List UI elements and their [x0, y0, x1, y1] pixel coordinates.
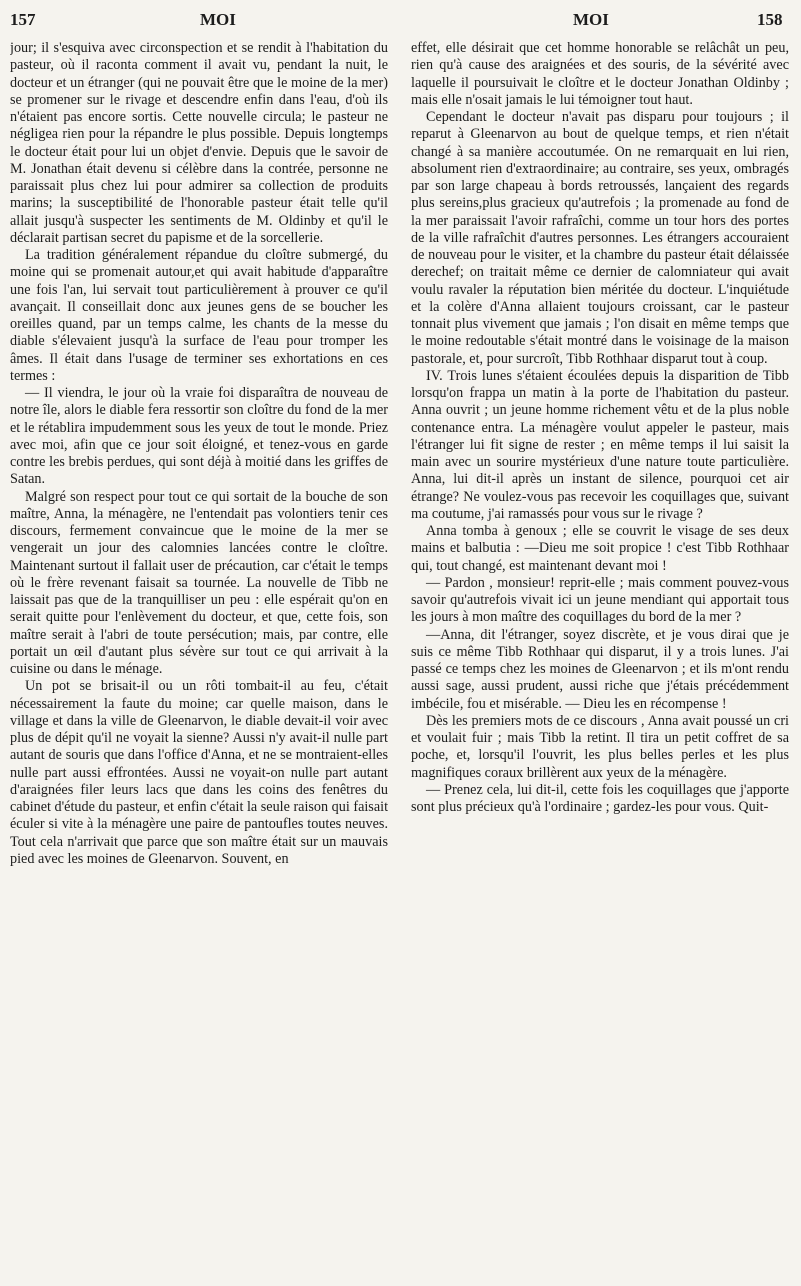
column-divider	[399, 40, 400, 1270]
paragraph: effet, elle désirait que cet homme honorable se relâchât un peu, rien qu'à cause des araignées et des souris, de la sévérité avec laquelle il poursuivait le cloître et le docteur Jonathan Oldinby ; mais elle n'osait jamais le lui témoigner tout haut.	[411, 40, 789, 108]
paragraph: Cependant le docteur n'avait pas disparu pour toujours ; il reparut à Gleenarvon au bout de quelque temps, et rien n'était changé à sa manière accoutumée. On ne remarquait en lui rien, absolument rien d'extraordinaire; au contraire, ses yeux, ombragés par son large chapeau à bords retroussés, lançaient des regards plus sereins,plus gracieux qu'autrefois ; la promenade au fond de la mer paraissait l'avoir rafraîchi, comme un tour hors des portes de la ville rafraîchit d'autres personnes. Les étrangers accouraient de nouveau pour le visiter, et la chambre du pasteur était délaissée derechef; on traitait même ce dernier de calomniateur qui avait voulu ravaler la réputation bien méritée du docteur. L'inquiétude et la colère d'Anna allaient toujours croissant, car le pasteur tonnait plus vivement que jamais ; l'on disait en même temps que le moine redoutable s'était montré dans le voisinage de la maison pastorale, et, pour surcroît, Tibb Rothhaar disparut tout à coup.	[411, 109, 789, 367]
paragraph: jour; il s'esquiva avec circonspection et se rendit à l'habitation du pasteur, où il raconta comment il avait vu, pendant la nuit, le docteur et un étranger (qui ne pouvait être que le moine de la mer) se promener sur le rivage et descendre enfin dans l'eau, d'où ils n'étaient pas encore sortis. Cette nouvelle circula; le pasteur ne négligea rien pour la répandre le plus possible. Depuis longtemps le docteur était pour lui un objet d'envie. Depuis que le savoir de M. Jonathan était devenu si célèbre dans la contrée, personne ne paraissait plus chez lui pour admirer sa collection de produits marins; la susceptibilité de l'honorable pasteur était telle qu'il allait jusqu'à suspecter les sentiments de M. Oldinby et qu'il le déclarait partisan secret du papisme et de la sorcellerie.	[10, 40, 388, 246]
paragraph: —Anna, dit l'étranger, soyez discrète, et je vous dirai que je suis ce même Tibb Rothhaar qui disparut, il y a trois lunes. J'ai passé ce temps chez les moines de Gleenarvon ; et ils m'ont rendu aussi sage, aussi prudent, aussi riche que j'étais précédemment imbécile, fou et misérable. — Dieu les en récompense !	[411, 626, 789, 712]
left-column	[10, 40, 388, 1278]
right-running-head: MOI	[573, 10, 609, 29]
left-page-number: 157	[10, 10, 36, 29]
left-running-head: MOI	[200, 10, 236, 29]
paragraph: — Pardon , monsieur! reprit-elle ; mais comment pouvez-vous savoir qu'autrefois vivait ici un jeune mendiant qui apportait tous les jours à mon maître des coquillages du bord de la mer ?	[411, 574, 789, 626]
paragraph: Un pot se brisait-il ou un rôti tombait-il au feu, c'était nécessairement la faute du moine; car quelle maison, dans le village et dans la ville de Gleenarvon, le diable devait-il voir avec plus de dépit qu'il ne voyait la sienne? Aussi n'y avait-il nulle part autant de souris que dans l'office d'Anna, et ne se montraient-elles nulle part aussi effrontées. Aussi ne voyait-on nulle part autant d'araignées filer leurs lacs que dans les coins des fenêtres du cabinet d'étude du pasteur, et enfin c'était la seule raison qui faisait éculer si vite à la ménagère une paire de pantoufles toutes neuves. Tout cela n'arrivait que parce que son maître était sur un mauvais pied avec les moines de Gleenarvon. Souvent, en	[10, 678, 388, 867]
right-column	[411, 40, 789, 1278]
paragraph: — Prenez cela, lui dit-il, cette fois les coquillages que j'apporte sont plus précieux qu'à l'ordinaire ; gardez-les pour vous. Quit-	[411, 781, 789, 815]
paragraph: La tradition généralement répandue du cloître submergé, du moine qui se promenait autour,et qui avait habitude d'apparaître une fois l'an, lui servait tout particulièrement à prouver ce qu'il avançait. Il conseillait donc aux jeunes gens de se boucher les oreilles quand, par un temps calme, les chants de la messe du diable s'élevaient jusqu'à la surface de l'eau pour tromper les âmes. Il était dans l'usage de terminer ses exhortations en ces termes :	[10, 247, 388, 384]
paragraph: — Il viendra, le jour où la vraie foi disparaîtra de nouveau de notre île, alors le diable fera ressortir son cloître du fond de la mer et le rétablira impudemment sous les yeux de tout le monde. Priez avec moi, afin que ce jour soit éloigné, et tenez-vous en garde contre les brebis perdues, qui sont déjà à moitié dans les griffes de Satan.	[10, 385, 388, 488]
paragraph: Anna tomba à genoux ; elle se couvrit le visage de ses deux mains et balbutia : —Dieu me soit propice ! c'est Tibb Rothhaar qui, tout changé, est maintenant devant moi !	[411, 523, 789, 574]
page-header	[0, 0, 801, 40]
right-page-number: 158	[757, 10, 783, 29]
paragraph: IV. Trois lunes s'étaient écoulées depuis la disparition de Tibb lorsqu'on frappa un matin à la porte de l'habitation du pasteur. Anna ouvrit ; un jeune homme richement vêtu et de la plus noble contenance entra. La ménagère voulut appeler le pasteur, mais l'étranger lui fit signe de rester ; en même temps il lui saisit la main avec un sourire mystérieux d'une nature toute particulière. Anna, lui dit-il après un instant de silence, pourquoi cet air étrange? Ne voulez-vous pas recevoir les coquillages que, suivant ma coutume, j'ai ramassés pour vous sur le rivage ?	[411, 367, 789, 522]
paragraph: Malgré son respect pour tout ce qui sortait de la bouche de son maître, Anna, la ménagère, ne l'entendait pas volontiers tenir ces discours, fermement convaincue que le moine de la mer se vengerait un jour des calomnies lancées contre le cloître. Maintenant surtout il fallait user de précaution, car c'était le temps où le frère revenant faisait sa tournée. La nouvelle de Tibb ne laissait pas que de la tranquilliser un peu : elle espérait qu'on en serait quitte pour l'enlèvement du docteur, et que, cette fois, son maître serait à l'abri de toute persécution; mais, par contre, elle portait un œil d'autant plus sévère sur tout ce qui arrivait à la cuisine ou dans le ménage.	[10, 488, 388, 677]
paragraph: Dès les premiers mots de ce discours , Anna avait poussé un cri et voulait fuir ; mais Tibb la retint. Il tira un petit coffret de sa poche, et, lorsqu'il l'ouvrit, les plus belles perles et les plus magnifiques coraux brillèrent aux yeux de la ménagère.	[411, 712, 789, 781]
